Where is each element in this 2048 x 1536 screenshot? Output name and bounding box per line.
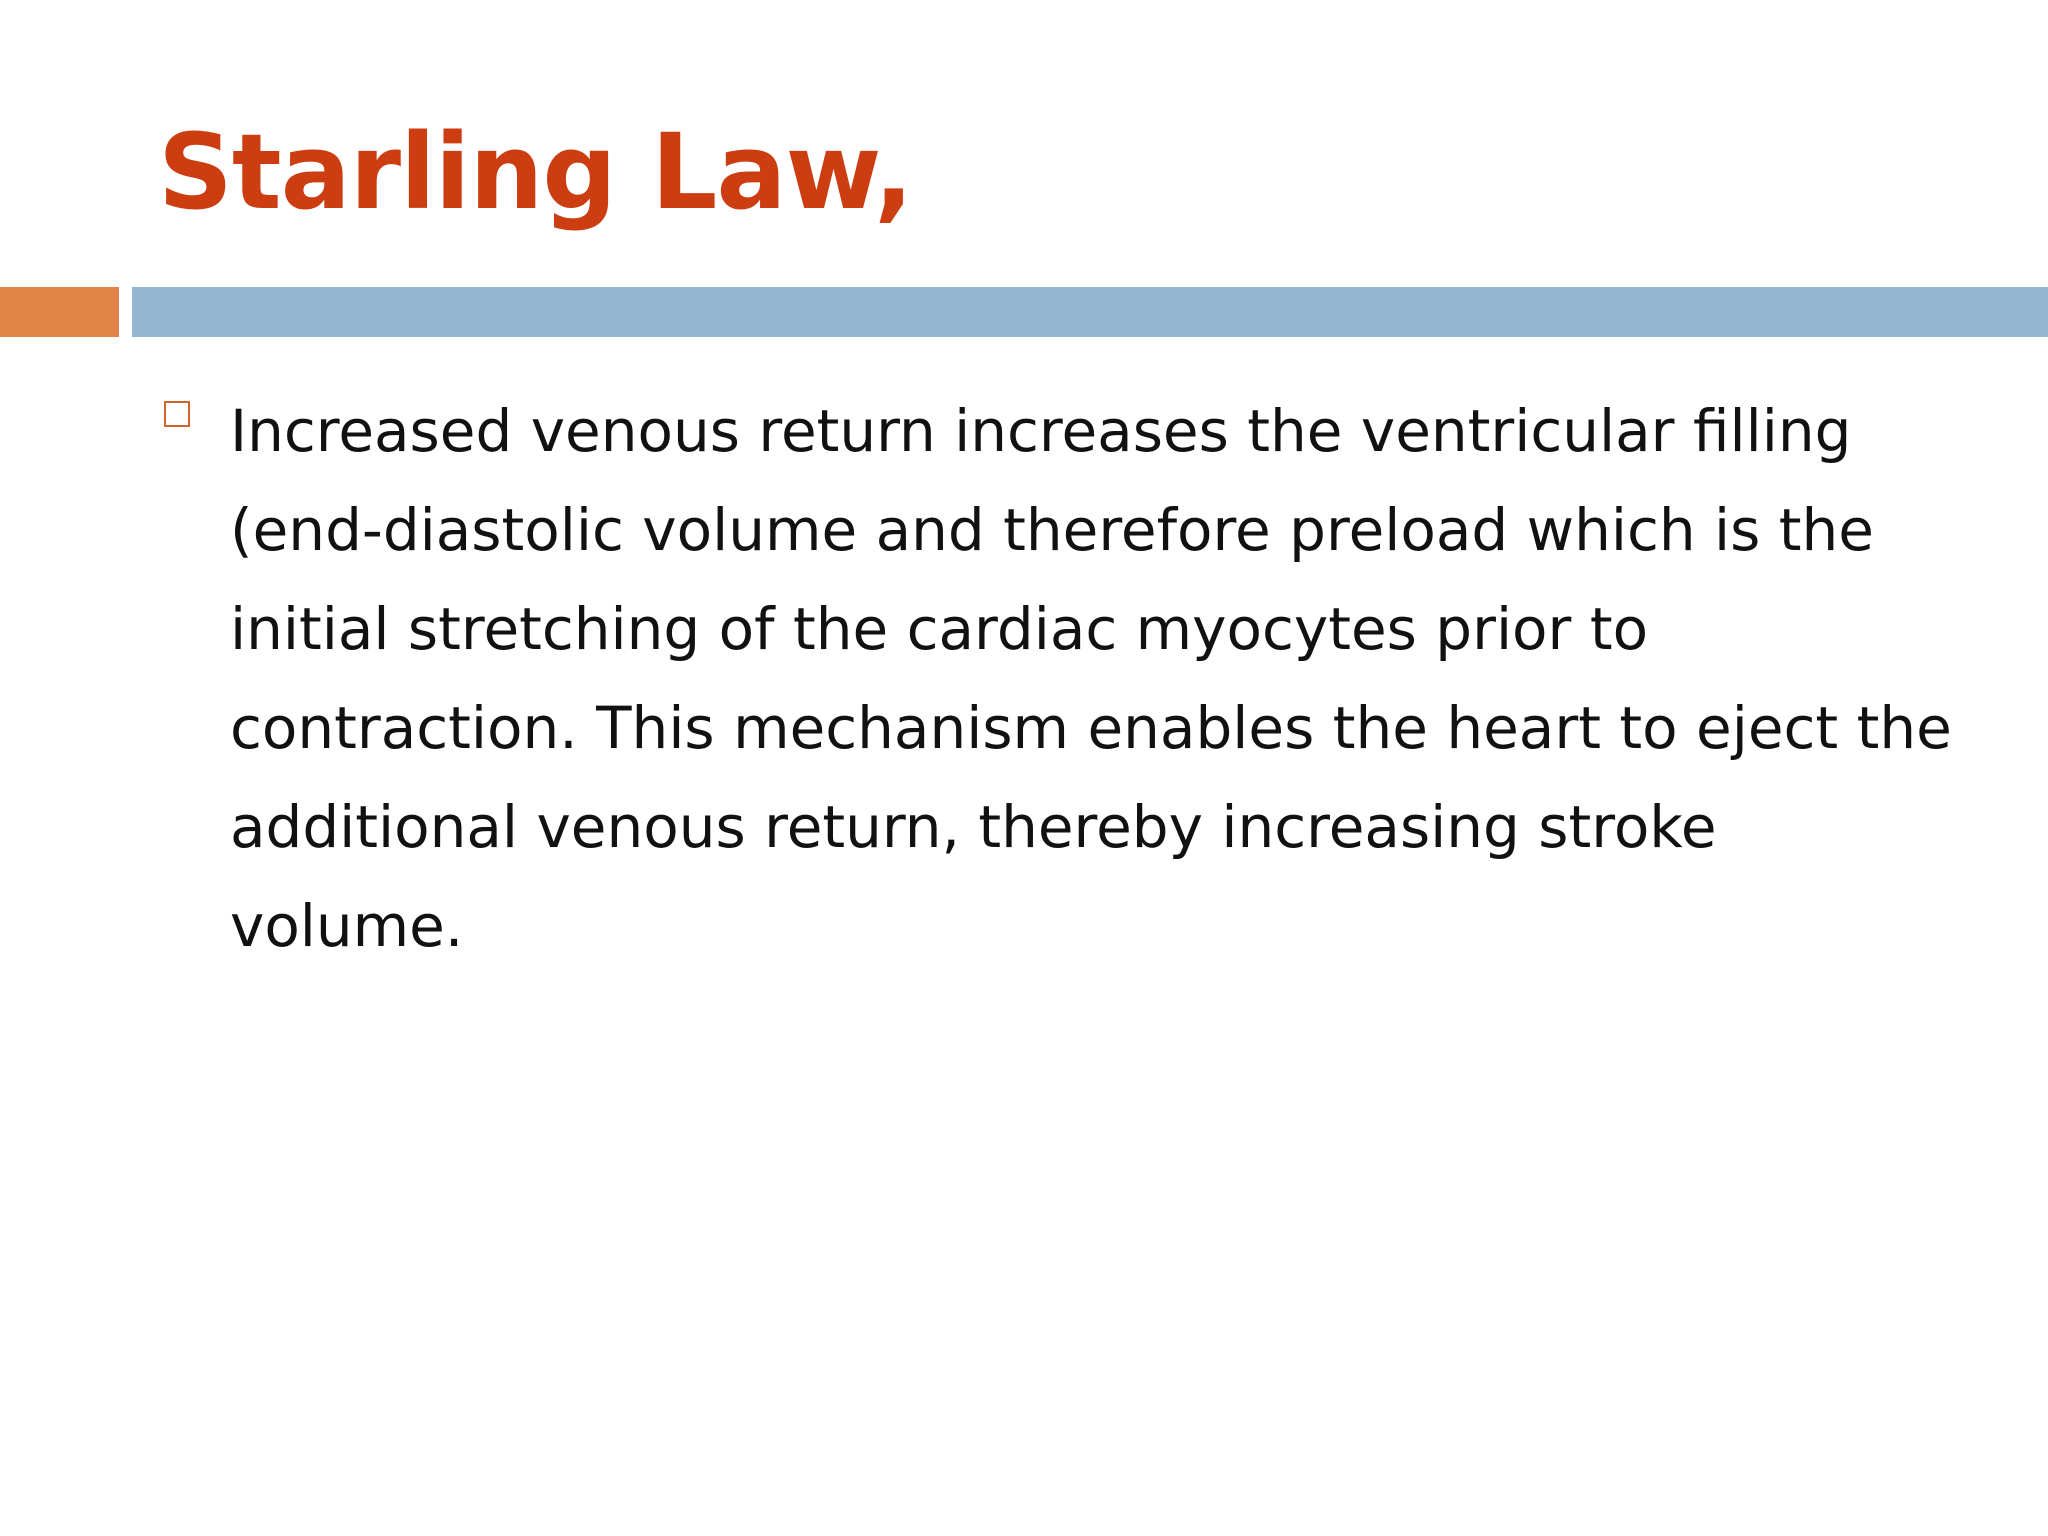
accent-bar	[0, 287, 119, 337]
bullet-item	[160, 382, 1960, 976]
slide-content	[160, 382, 1960, 976]
bullet-text: Increased venous return increases the ventricular filling (end-diastolic volume and therefore preload which is the initial stretching of the cardiac myocytes prior to contraction. This mechanism enables the heart to eject the additional venous return, thereby increasing stroke volume.	[230, 397, 1952, 960]
square-bullet-icon	[164, 401, 190, 427]
slide-title: Starling Law,	[158, 111, 913, 233]
title-divider-bar	[132, 287, 2048, 337]
